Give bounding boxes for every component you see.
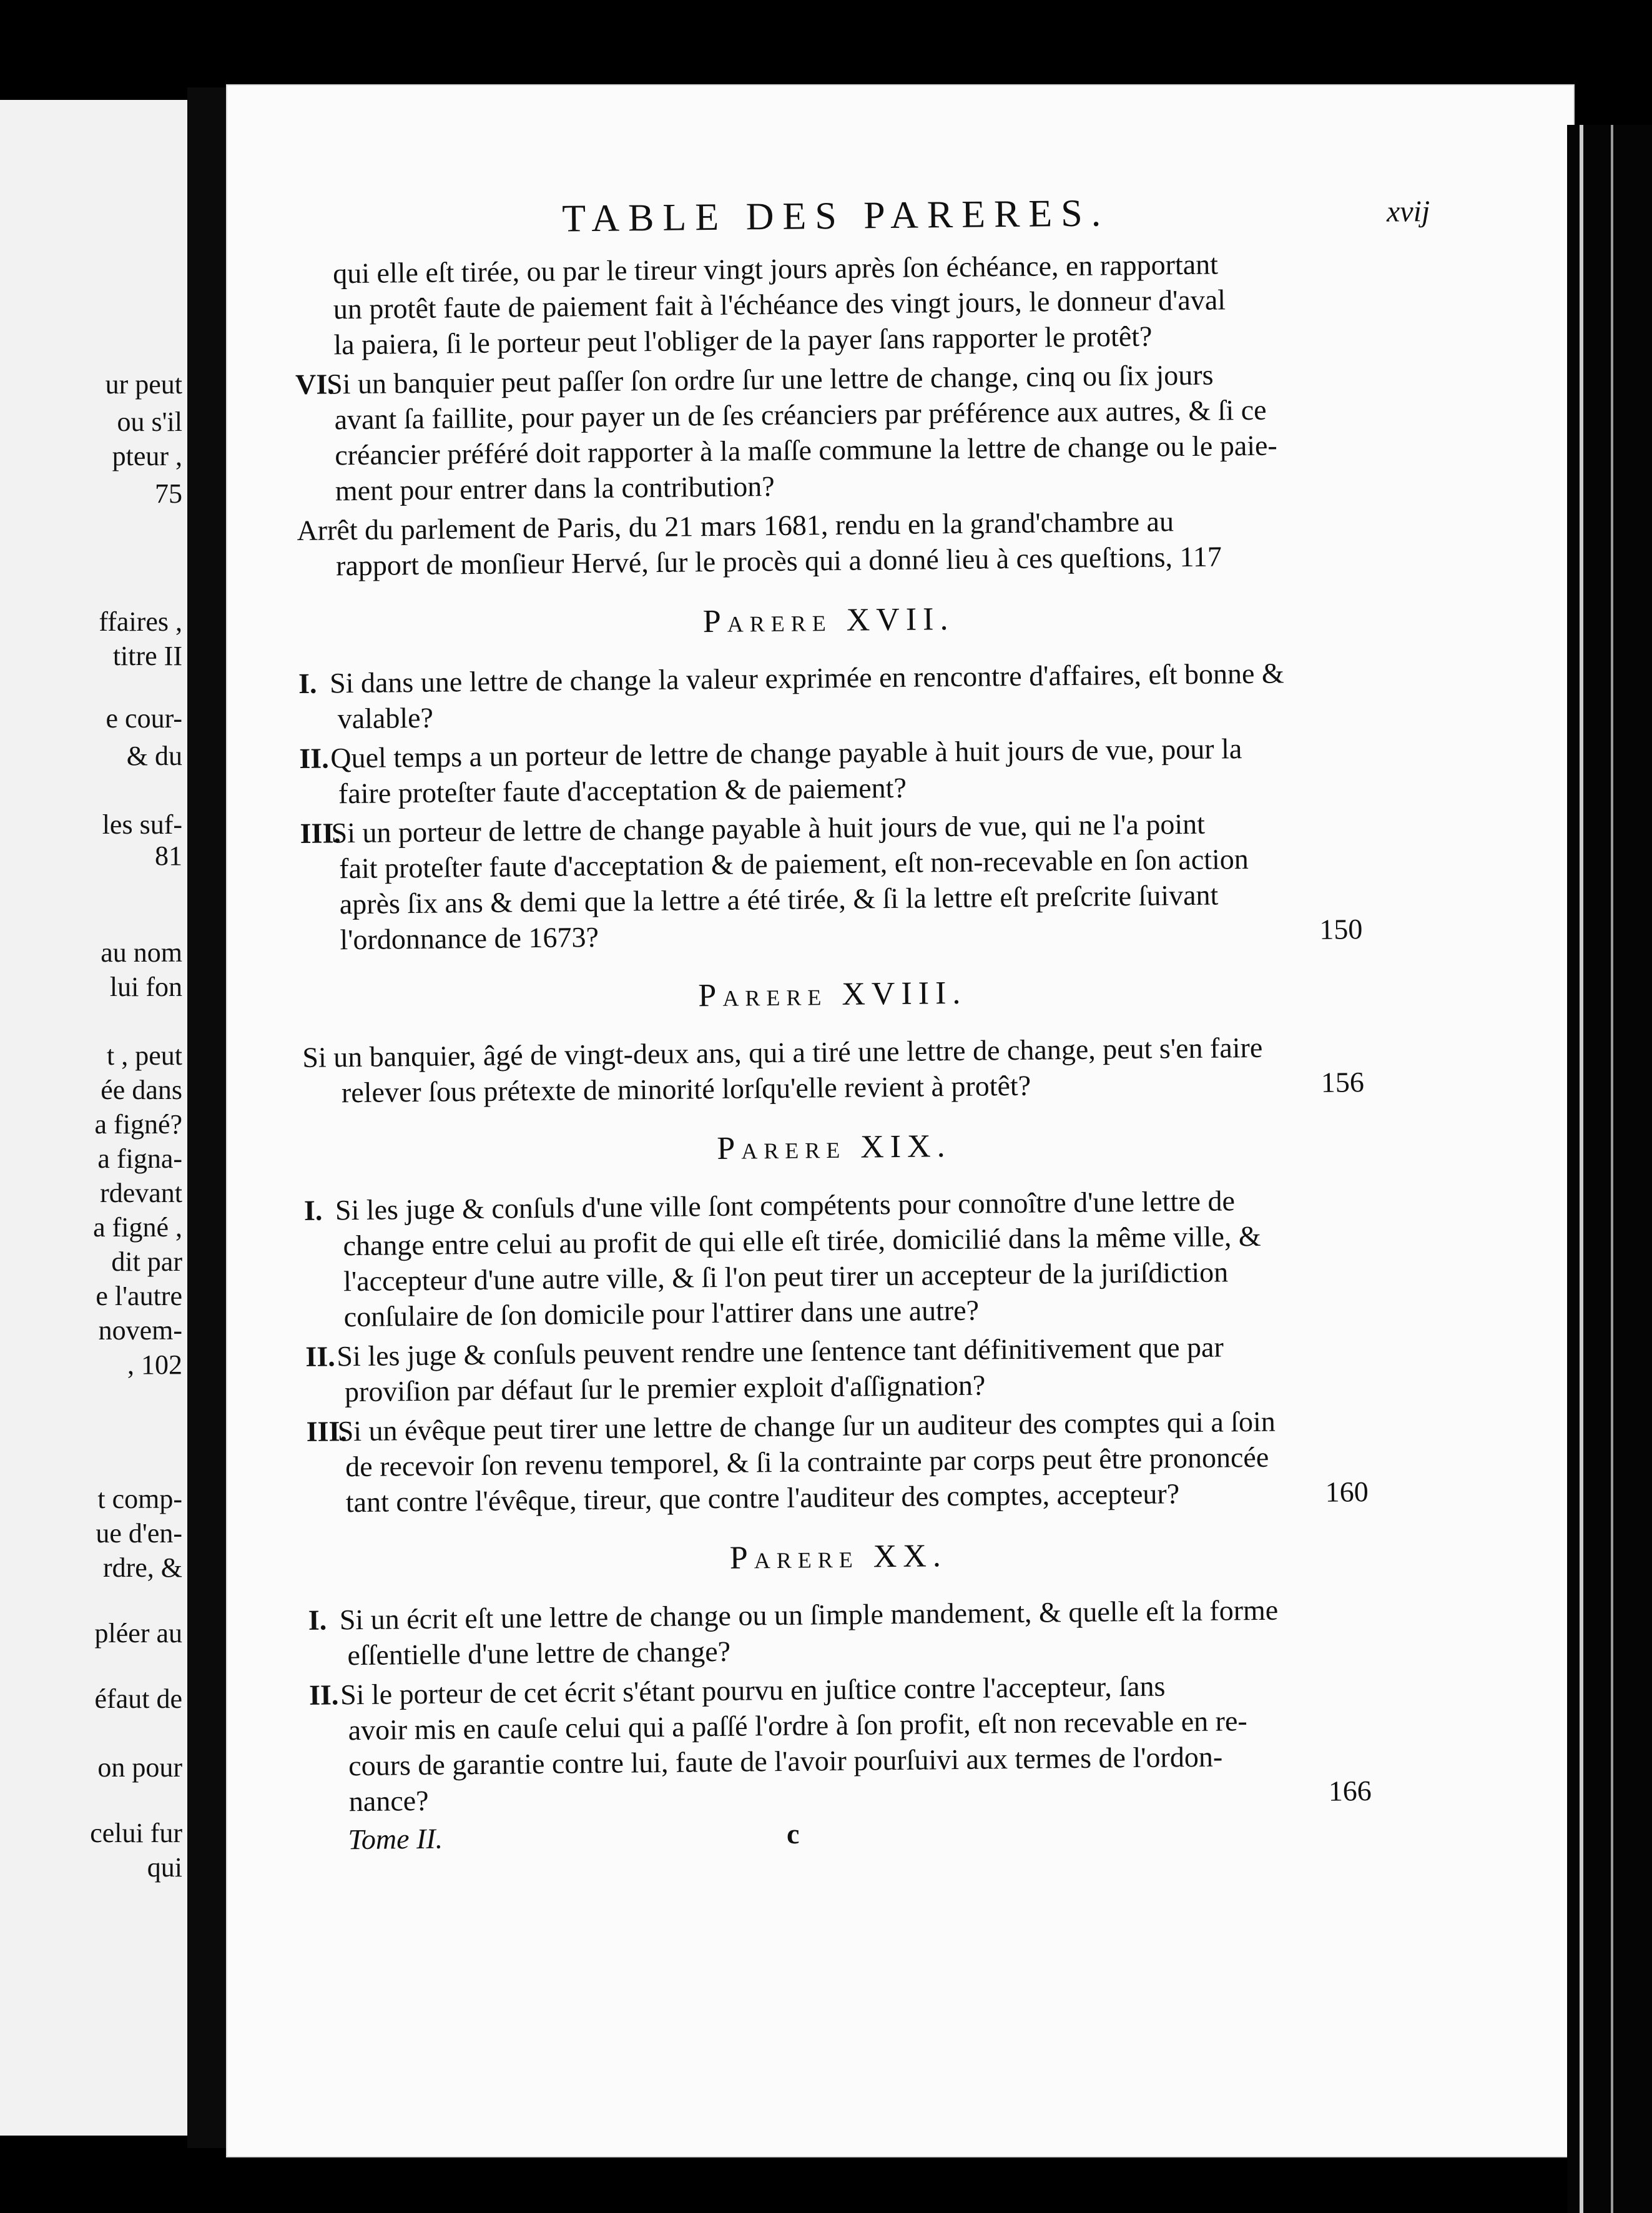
text-line: rapport de monſieur Hervé, ſur le procès qui a donné lieu à ces queſtions, xyxy=(335,541,1173,582)
left-page-line: a figna- xyxy=(97,1143,182,1174)
text-line: Si un porteur de lettre de change payable à huit jours de vue, qui ne l'a point xyxy=(331,807,1206,849)
page-edge xyxy=(1567,125,1652,2213)
parere-heading: Parere XVII. xyxy=(702,601,955,640)
text-line: change entre celui au profit de qui elle eſt tirée, domicilié dans la même ville, & xyxy=(343,1220,1261,1262)
question-number: III. xyxy=(300,817,342,849)
text-line: créancier préféré doit rapporter à la maſſe commune la lettre de change ou le paie- xyxy=(335,429,1277,471)
left-page-line: pteur , xyxy=(112,441,182,471)
left-page-line: t , peut xyxy=(107,1040,182,1071)
left-page-line: 75 xyxy=(155,478,182,509)
left-page-line: qui xyxy=(147,1852,182,1883)
text-line: l'ordonnance de 1673? xyxy=(340,920,599,956)
left-page-line: ue d'en- xyxy=(96,1518,182,1549)
page-number: xvij xyxy=(1386,194,1430,229)
left-page-line: titre II xyxy=(112,641,182,671)
text-line: l'accepteur d'une autre ville, & ſi l'on peut tirer un accepteur de la juriſdiction xyxy=(343,1256,1229,1298)
question-number: I. xyxy=(308,1604,327,1636)
question xyxy=(299,729,1361,812)
question-number: II. xyxy=(308,1678,339,1711)
left-page-line: e l'autre xyxy=(96,1281,182,1311)
left-page-line: ffaires , xyxy=(99,606,182,637)
text-line: Si dans une lettre de change la valeur exprimée en rencontre d'affaires, eſt bonne & xyxy=(329,657,1284,699)
left-facing-page xyxy=(0,100,187,2136)
parere-heading: Parere XVIII. xyxy=(698,975,967,1014)
question xyxy=(306,1402,1369,1521)
left-page-line: , 102 xyxy=(127,1349,182,1380)
page-reference: 160 xyxy=(1325,1476,1369,1508)
text-line: valable? xyxy=(337,701,434,735)
page-edge-strip xyxy=(1611,125,1613,2213)
question-number: I. xyxy=(298,667,317,699)
text-line: Si un écrit eſt une lettre de change ou un ſimple mandement, & quelle eſt la forme xyxy=(339,1594,1279,1636)
arret-entry xyxy=(297,501,1359,584)
text-line: la paiera, ſi le porteur peut l'obliger de la payer ſans rapporter le protêt? xyxy=(333,320,1153,361)
intro-block xyxy=(294,245,1357,363)
page-edge-strip xyxy=(1580,125,1583,2213)
left-page-line: pléer au xyxy=(94,1618,182,1649)
parere-heading: Parere XIX. xyxy=(716,1128,951,1166)
left-page-line: ur peut xyxy=(105,369,182,400)
running-header xyxy=(293,189,1430,256)
text-line: de recevoir ſon revenu temporel, & ſi la contrainte par corps peut être prononcée xyxy=(345,1441,1269,1483)
book-gutter xyxy=(187,87,231,2148)
text-line: faire proteſter faute d'acceptation & de paiement? xyxy=(338,771,907,810)
question xyxy=(309,1666,1372,1820)
left-page-line: ou s'il xyxy=(117,407,182,437)
question-number: II. xyxy=(305,1340,335,1373)
text-line: relever ſous prétexte de minorité lorſqu'elle revient à protêt? xyxy=(341,1069,1031,1109)
signature-mark: c xyxy=(787,1818,800,1850)
question xyxy=(298,654,1360,737)
parere-heading: Parere XX. xyxy=(729,1538,948,1576)
text-line: un protêt faute de paiement fait à l'échéance des vingt jours, le donneur d'aval xyxy=(333,283,1226,325)
text-line: nance? xyxy=(348,1784,429,1818)
text-line: avant ſa faillite, pour payer un de ſes créanciers par préférence aux autres, & ſi ce xyxy=(334,393,1267,436)
left-page-line: rdre, & xyxy=(102,1552,182,1583)
left-page-line: ée dans xyxy=(101,1075,182,1105)
question xyxy=(302,1028,1364,1111)
text-line: conſulaire de ſon domicile pour l'attirer dans une autre? xyxy=(343,1294,980,1333)
left-page-line: lui fon xyxy=(109,972,182,1002)
text-line: avoir mis en cauſe celui qui a paſſé l'ordre à ſon profit, eſt non recevable en re- xyxy=(348,1705,1247,1747)
left-page-line: dit par xyxy=(111,1246,182,1277)
question-vi xyxy=(295,355,1358,509)
left-page-line: celui fur xyxy=(90,1818,182,1848)
left-page-line: rdevant xyxy=(100,1178,182,1208)
text-line: Si le porteur de cet écrit s'étant pourvu en juſtice contre l'accepteur, ſans xyxy=(340,1670,1166,1711)
text-line: eſſentielle d'une lettre de change? xyxy=(347,1635,731,1672)
page-title: TABLE DES PARERES. xyxy=(561,192,1110,240)
left-page-line: & du xyxy=(126,741,182,771)
text-line: qui elle eſt tirée, ou par le tireur vingt jours après ſon échéance, en rapportant xyxy=(332,248,1219,290)
text-line: fait proteſter faute d'acceptation & de paiement, eſt non-recevable en ſon action xyxy=(338,843,1249,885)
text-line: Si les juge & conſuls peuvent rendre une ſentence tant définitivement que par xyxy=(337,1331,1224,1373)
left-page-line: on pour xyxy=(97,1752,182,1783)
left-page-line: a figné? xyxy=(94,1109,182,1140)
left-page-line: t comp- xyxy=(97,1484,182,1514)
text-line: tant contre l'évêque, tireur, que contre l'auditeur des comptes, accepteur? xyxy=(345,1477,1180,1519)
parere-sections xyxy=(298,596,1372,1820)
left-page-line: e cour- xyxy=(106,703,182,734)
question-number: III. xyxy=(306,1415,348,1447)
question-number: II. xyxy=(299,742,329,774)
text-line: ment pour entrer dans la contribution? xyxy=(335,470,775,507)
question-number: VI. xyxy=(295,368,335,400)
text-line: Quel temps a un porteur de lettre de change payable à huit jours de vue, pour la xyxy=(330,732,1242,774)
left-page-line: éfaut de xyxy=(94,1683,182,1714)
question-number: I. xyxy=(303,1194,323,1226)
question xyxy=(300,804,1362,958)
text-line: Si un évêque peut tirer une lettre de change ſur un auditeur des comptes qui a ſoin xyxy=(337,1405,1276,1447)
left-page-line: 81 xyxy=(155,840,182,871)
text-line: Si les juge & conſuls d'une ville ſont compétents pour connoître d'une lettre de xyxy=(335,1185,1236,1226)
text-line: Si un banquier, âgé de vingt-deux ans, qui a tiré une lettre de change, peut s'en faire xyxy=(302,1031,1263,1073)
left-page-line: a figné , xyxy=(93,1212,182,1243)
text-line: Si un banquier peut paſſer ſon ordre ſur une lettre de change, cinq ou ſix jours xyxy=(326,358,1214,400)
text-line: cours de garantie contre lui, faute de l'avoir pourſuivi aux termes de l'ordon- xyxy=(348,1740,1223,1782)
page-reference: 156 xyxy=(1320,1066,1365,1098)
left-page-line: au nom xyxy=(101,937,182,968)
left-page-line: novem- xyxy=(98,1315,182,1346)
question xyxy=(305,1328,1367,1410)
left-page-line: les suf- xyxy=(102,809,182,840)
tome-label: Tome II. xyxy=(348,1822,443,1856)
question xyxy=(308,1591,1370,1673)
page-content xyxy=(293,189,1430,1861)
page-reference: 150 xyxy=(1319,913,1363,945)
question xyxy=(304,1181,1367,1335)
page-reference: 166 xyxy=(1328,1775,1372,1807)
text-line: Arrêt du parlement de Paris, du 21 mars 1681, rendu en la grand'chambre au xyxy=(297,505,1174,546)
text-line: proviſion par défaut ſur le premier exploit d'aſſignation? xyxy=(344,1369,986,1408)
page-reference: 117 xyxy=(1179,540,1222,573)
text-line: après ſix ans & demi que la lettre a été tirée, & ſi la lettre eſt preſcrite ſuivant xyxy=(339,879,1219,920)
